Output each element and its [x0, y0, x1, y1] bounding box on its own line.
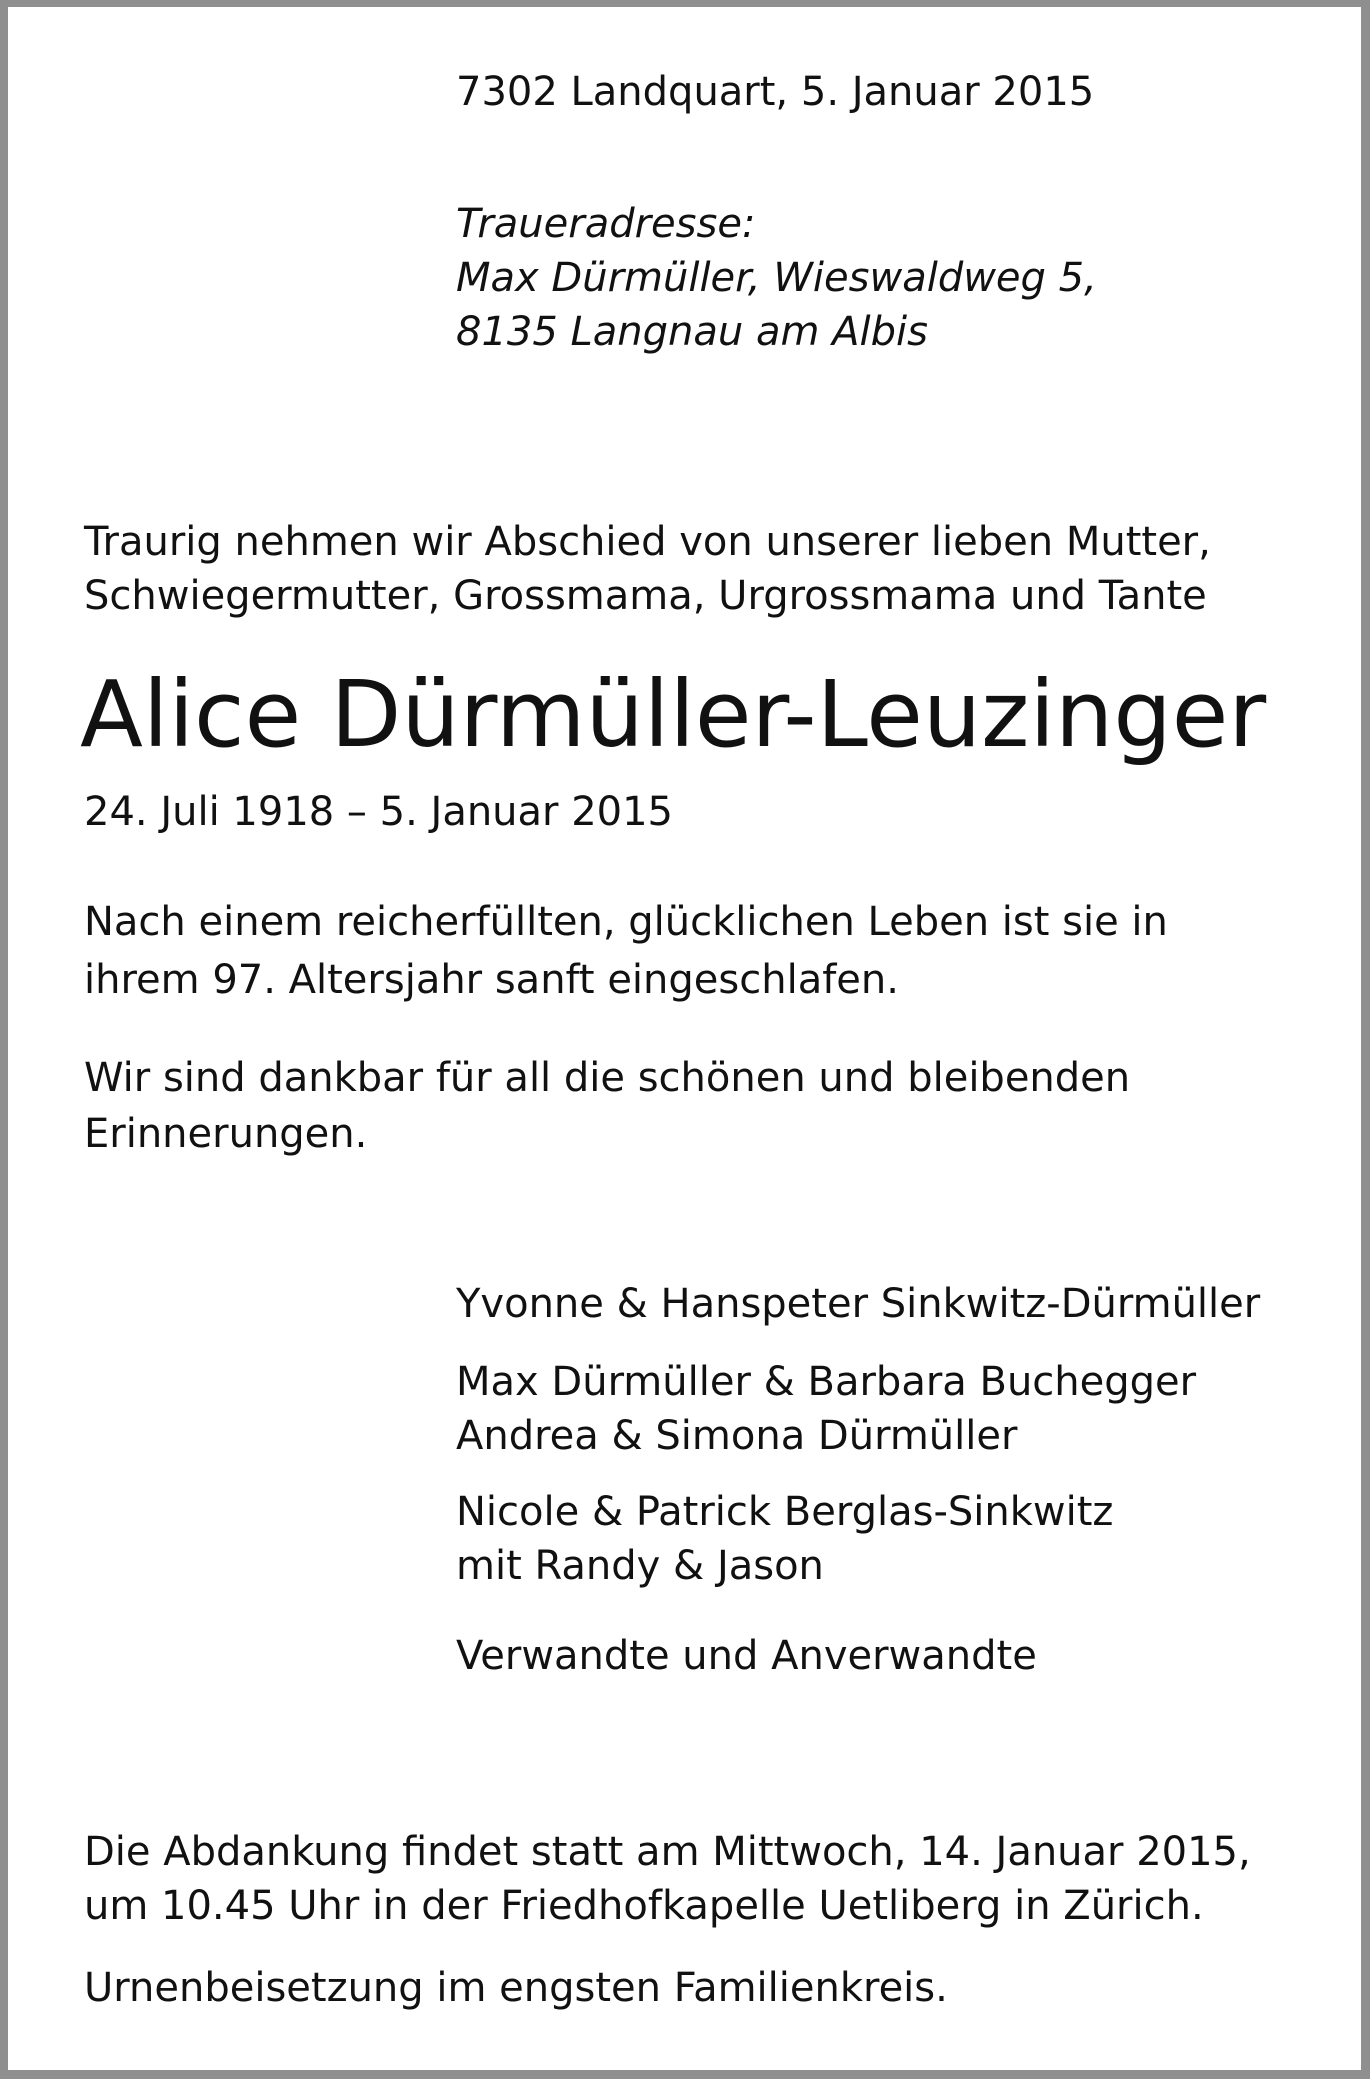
address-line-1: Max Dürmüller, Wieswaldweg 5, — [456, 255, 1097, 301]
ceremony-line-2: um 10.45 Uhr in der Friedhofkapelle Uetliberg in Zürich. — [84, 1883, 1204, 1929]
address-line-2: 8135 Langnau am Albis — [456, 309, 928, 355]
family-line-1: Yvonne & Hanspeter Sinkwitz-Dürmüller — [456, 1281, 1261, 1327]
intro-line-1: Traurig nehmen wir Abschied von unserer lieben Mutter, — [84, 519, 1211, 565]
message-para1-line2: ihrem 97. Altersjahr sanft eingeschlafen. — [84, 957, 899, 1003]
life-dates: 24. Juli 1918 – 5. Januar 2015 — [84, 789, 674, 835]
family-line-5: mit Randy & Jason — [456, 1543, 824, 1589]
intro-line-2: Schwiegermutter, Grossmama, Urgrossmama und Tante — [84, 573, 1207, 619]
ceremony-line-3: Urnenbeisetzung im engsten Familienkreis. — [84, 1965, 948, 2011]
message-para1-line1: Nach einem reicherfüllten, glücklichen Leben ist sie in — [84, 899, 1168, 945]
place-date: 7302 Landquart, 5. Januar 2015 — [456, 69, 1095, 115]
message-para2-line1: Wir sind dankbar für all die schönen und bleibenden — [84, 1055, 1131, 1101]
family-line-6: Verwandte und Anverwandte — [456, 1633, 1037, 1679]
family-line-2: Max Dürmüller & Barbara Buchegger — [456, 1359, 1197, 1405]
address-label: Traueradresse: — [456, 201, 756, 247]
deceased-name: Alice Dürmüller-Leuzinger — [80, 661, 1267, 768]
message-para2-line2: Erinnerungen. — [84, 1111, 368, 1157]
ceremony-line-1: Die Abdankung findet statt am Mittwoch, 14. Januar 2015, — [84, 1829, 1251, 1875]
family-line-4: Nicole & Patrick Berglas-Sinkwitz — [456, 1489, 1114, 1535]
family-line-3: Andrea & Simona Dürmüller — [456, 1413, 1018, 1459]
